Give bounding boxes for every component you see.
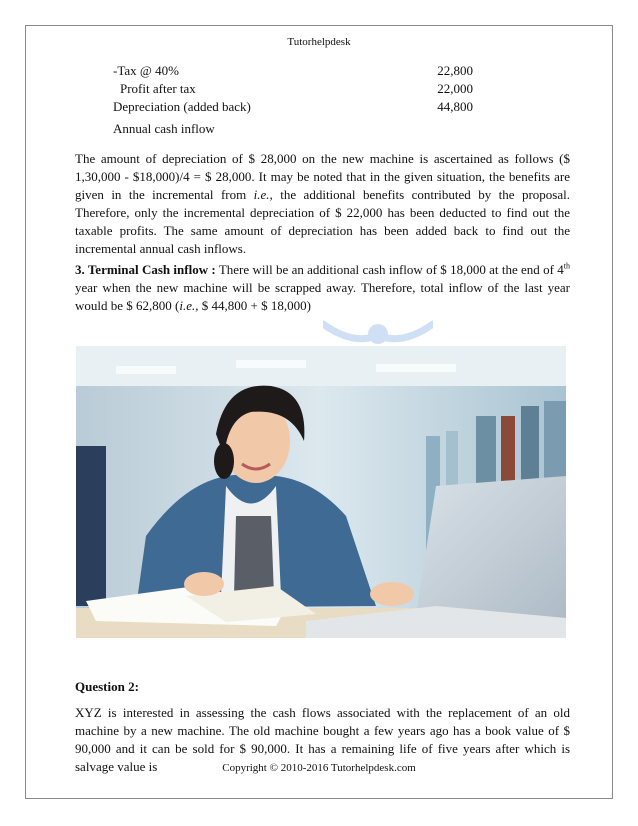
calc-row-profit-after-tax	[113, 80, 473, 98]
calc-label: -Tax @ 40%	[113, 63, 179, 78]
calc-label: Profit after tax	[120, 81, 196, 96]
page-header: Tutorhelpdesk	[287, 36, 351, 48]
student-photo	[76, 346, 566, 638]
depreciation-paragraph	[75, 150, 570, 258]
calc-row-depreciation	[113, 98, 473, 116]
terminal-text-3: $ 44,800 + $ 18,000)	[198, 298, 311, 313]
question-paragraph: XYZ is interested in assessing the cash flows associated with the replacement of an old machine by a new machine. The old machine bought a few years ago has a book value of $ 90,000 and it can be sold for $ 90,000. It has a remaining life of five years after which is salvage value is	[75, 705, 570, 774]
calc-row-tax	[113, 62, 473, 80]
watermark-logo	[323, 314, 433, 350]
terminal-heading: 3. Terminal Cash inflow :	[75, 262, 216, 277]
terminal-text-2: year when the new machine will be scrapped away. Therefore, total inflow of the last year would be $ 62,800 (	[75, 280, 570, 313]
depreciation-text-2: the additional benefits contributed by the proposal. Therefore, only the incremental depreciation of $ 22,000 has been deducted to find out the taxable profits. The same amount of depreciation has been added back to find out the incremental annual cash inflows.	[75, 187, 570, 256]
calc-value: 44,800	[437, 99, 473, 114]
ie-italic: i.e.,	[253, 187, 273, 202]
question-heading: Question 2:	[75, 679, 139, 694]
terminal-cash-inflow-paragraph	[75, 261, 570, 315]
terminal-text-1: There will be an additional cash inflow of $ 18,000 at the end of 4	[215, 262, 564, 277]
ie-italic: i.e.,	[179, 298, 199, 313]
page-footer: Copyright © 2010-2016 Tutorhelpdesk.com	[222, 762, 416, 774]
calc-value: 22,800	[437, 63, 473, 78]
annual-cash-inflow-label: Annual cash inflow	[113, 121, 215, 136]
superscript-th: th	[563, 261, 570, 271]
depreciation-text-1: The amount of depreciation of $ 28,000 on the new machine is ascertained as follows ($ 1,30,000 - $18,000)/4 = $ 28,000. It may be noted that in the given situation, the benefits are given in the incremental from	[75, 151, 570, 202]
calculation-table	[113, 62, 473, 116]
calc-label: Depreciation (added back)	[113, 99, 251, 114]
calc-value: 22,000	[437, 81, 473, 96]
